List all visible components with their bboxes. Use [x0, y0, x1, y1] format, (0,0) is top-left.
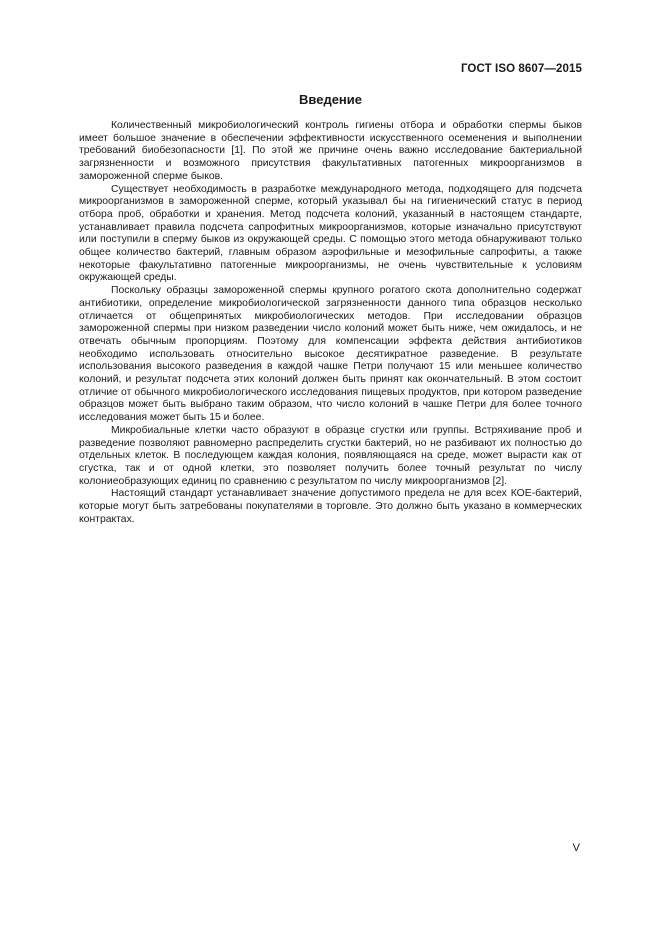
paragraph-4: Микробиальные клетки часто образуют в образце сгустки или группы. Встряхивание проб и разведение позволяют равномерно распределить сгустки бактерий, но не разбивают их полностью до отдельных клеток. В последующем каждая колония, появляющаяся на среде, может вырасти как от сгустка, так и от одной клетки, это позволяет получить более точный результат по числу колониеобразующих единиц по сравнению с результатом по числу микроорганизмов [2].: [79, 424, 582, 487]
page-number: V: [572, 842, 580, 854]
section-title: Введение: [299, 92, 362, 107]
standard-header: ГОСТ ISO 8607—2015: [460, 63, 582, 75]
paragraph-2: Существует необходимость в разработке международного метода, подходящего для подсчета микроорганизмов в замороженной сперме, который указывал бы на гигиенический статус в период отбора проб, обработки и хранения. Метод подсчета колоний, указанный в настоящем стандарте, устанавливает правила подсчета сапрофитных микроорганизмов, которые изначально присутствуют или поступили в сперму быков из окружающей среды. С помощью этого метода обнаруживают только общее количество бактерий, главным образом аэрофильные и мезофильные сапрофиты, а также некоторые факультативно патогенные микроорганизмы, не очень чувствительные к условиям окружающей среды.: [79, 183, 582, 284]
paragraph-5: Настоящий стандарт устанавливает значение допустимого предела не для всех КОЕ-бактерий, которые могут быть затребованы покупателями в торговле. Это должно быть указано в коммерческих контрактах.: [79, 488, 582, 525]
paragraph-3: Поскольку образцы замороженной спермы крупного рогатого скота дополнительно содержат антибиотики, определение микробиологической загрязненности данного типа образцов несколько отличается от общепринятых микробиологических методов. При исследовании образцов замороженной спермы при низком разведении число колоний может быть ниже, чем ожидалось, и не отвечать обычным пропорциям. Поэтому для компенсации эффекта действия антибиотиков необходимо использовать относительно высокое десятикратное разведение. В результате использования высокого разведения в каждой чашке Петри получают 15 или меньшее количество колоний, и результат подсчета этих колоний должен быть принят как окончательный. В этом состоит отличие от обычного микробиологического исследования пищевых продуктов, при котором разведение образцов может быть выбрано таким образом, что число колоний в чашке Петри для более точного исследования может быть 15 и более.: [79, 285, 582, 424]
paragraph-1: Количественный микробиологический контроль гигиены отбора и обработки спермы быков имеет большое значение в обеспечении эффективности искусственного осеменения и выполнении требований биобезопасности [1]. По этой же причине очень важно исследование бактериальной загрязненности и возможного присутствия факультативных патогенных микроорганизмов в замороженной сперме быков.: [79, 120, 582, 182]
body-text: [79, 120, 582, 527]
